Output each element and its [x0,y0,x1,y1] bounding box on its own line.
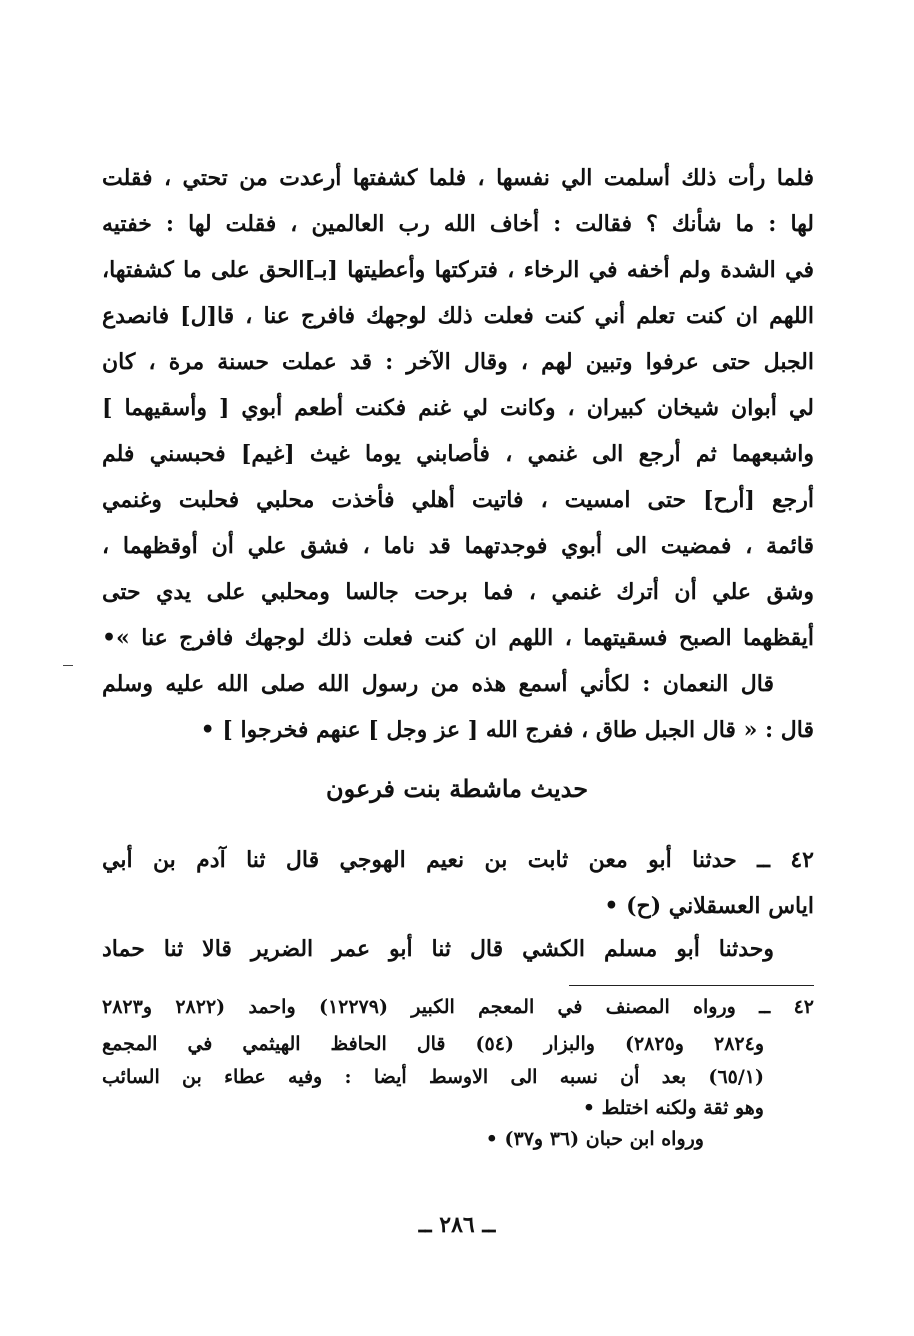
body-line-13: قال : « قال الجبل طاق ، ففرج الله [ عز وجل ] عنهم فخرجوا ] • [200,717,814,743]
body-line-10: وشق علي أن أترك غنمي ، فما برحت جالسا ومحلبي على يدي حتى [102,579,814,605]
footnote-line-3: (٦٥/١) بعد أن نسبه الى الاوسط أيضا : وفيه عطاء بن السائب [102,1066,764,1088]
footnote-divider [569,985,814,986]
hadith-line-1: ٤٢ ــ حدثنا أبو معن ثابت بن نعيم الهوجي قال ثنا آدم بن أبي [102,847,814,873]
footnote-line-5: ورواه ابن حبان (٣٦ و٣٧) • [485,1128,704,1150]
body-line-3: في الشدة ولم أخفه في الرخاء ، فتركتها وأعطيتها [بـ]الحق على ما كشفتها، [102,257,814,283]
margin-mark [63,665,73,666]
body-line-4: اللهم ان كنت تعلم أني كنت فعلت ذلك لوجهك فافرج عنا ، قا[ل] فانصدع [102,303,814,329]
body-line-9: قائمة ، فمضيت الى أبوي فوجدتهما قد ناما ، فشق علي أن أوقظهما ، [102,533,814,559]
page-number: ــ ٢٨٦ ــ [418,1212,496,1238]
body-line-5: الجبل حتى عرفوا وتبين لهم ، وقال الآخر : قد عملت حسنة مرة ، كان [102,349,814,375]
body-line-7: واشبعهما ثم أرجع الى غنمي ، فأصابني يوما غيث [غيم] فحبسني فلم [102,441,814,467]
body-line-12: قال النعمان : لكأني أسمع هذه من رسول الله صلى الله عليه وسلم [102,671,774,697]
hadith-line-3: وحدثنا أبو مسلم الكشي قال ثنا أبو عمر الضرير قالا ثنا حماد [102,936,774,962]
section-heading: حديث ماشطة بنت فرعون [325,774,589,803]
body-line-6: لي أبوان شيخان كبيران ، وكانت لي غنم فكنت أطعم أبوي [ وأسقيهما ] [102,395,814,421]
footnote-line-1: ٤٢ ــ ورواه المصنف في المعجم الكبير (١٢٢٧٩) واحمد (٢٨٢٢ و٢٨٢٣ [102,996,814,1018]
footnote-line-4: وهو ثقة ولكنه اختلط • [582,1097,764,1119]
body-line-8: أرجع [أرح] حتى امسيت ، فاتيت أهلي فأخذت محلبي فحلبت وغنمي [102,487,814,513]
body-line-1: فلما رأت ذلك أسلمت الي نفسها ، فلما كشفتها أرعدت من تحتي ، فقلت [102,165,814,191]
body-line-2: لها : ما شأنك ؟ فقالت : أخاف الله رب العالمين ، فقلت لها : خفتيه [102,211,814,237]
body-line-11: أيقظهما الصبح فسقيتهما ، اللهم ان كنت فعلت ذلك لوجهك فافرج عنا »• [102,625,814,651]
hadith-line-2: اياس العسقلاني (ح) • [604,893,814,919]
footnote-line-2: و٢٨٢٤ و٢٨٢٥) والبزار (٥٤) قال الحافظ الهيثمي في المجمع [102,1033,764,1055]
